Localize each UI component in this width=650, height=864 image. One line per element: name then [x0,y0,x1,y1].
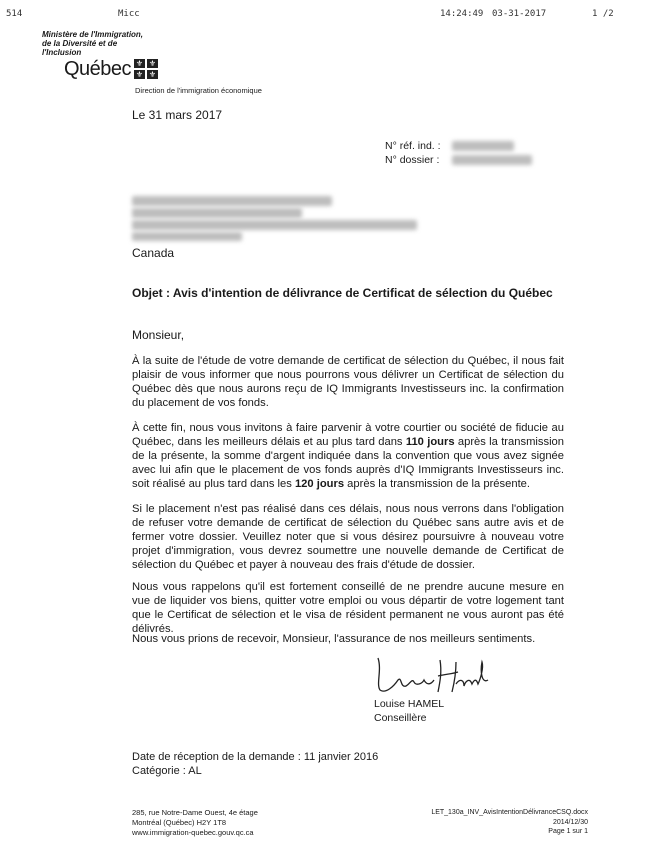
direction-name: Direction de l'immigration économique [135,86,262,95]
footer-website: www.immigration-quebec.gouv.qc.ca [132,828,254,837]
paragraph-2-text-a: À cette fin, nous vous invitons à faire parvenir à votre courtier ou société de fiducie au Québec, dans les meilleurs délais et au plus tard dans [132,422,564,448]
paragraph-4: Nous vous rappelons qu'il est fortement conseillé de ne prendre aucune mesure en vue de liquider vos biens, quitter votre emploi ou vous départir de votre logement tant que le Certificat de sélection et le visa de résident permanent ne vous auront pas été délivrés. [132,581,564,635]
fleur-de-lis-flag-icon: ⚜ ⚜ ⚜ ⚜ [135,59,157,79]
footer-address-line2: Montréal (Québec) H2Y 1T8 [132,818,227,827]
dossier-redacted [452,155,532,165]
salutation: Monsieur, [132,328,185,342]
country: Canada [132,246,175,260]
footer-page: Page 1 sur 1 [548,828,588,835]
paragraph-2-text-e: après la transmission de la présente. [344,478,531,490]
footer-doc-info [392,808,588,837]
category: Catégorie : AL [132,765,202,777]
quebec-logo-text: Québec [64,58,132,80]
footer-doc-code: LET_130a_INV_AvisIntentionDélivranceCSQ.docx [431,809,588,816]
handwritten-signature [368,650,498,700]
ref-label: N° réf. ind. : [385,140,441,152]
deadline-110-days: 110 jours [405,436,455,448]
paragraph-1: À la suite de l'étude de votre demande de certificat de sélection du Québec, il nous fait plaisir de vous informer que nous pourrons vous délivrer un Certificat de sélection du Québec dès que nous aurons reçu de IQ Immigrants Investisseurs inc. la confirmation du placement de vos fonds. [132,355,564,409]
footer-doc-date: 2014/12/30 [552,818,588,826]
department-name: Ministère de l'Immigration, de la Diversité et de l'Inclusion [42,30,144,57]
letter-date: Le 31 mars 2017 [132,108,223,122]
deadline-120-days: 120 jours [294,478,345,490]
dossier-label: N° dossier : [385,154,440,166]
paragraph-2-text-c: après la transmission de la présente, la somme d'argent indiquée dans la convention que vous avez signée avec lui afin que le placement de vos fonds auprès d'IQ Immigrants Investisseurs inc. soit réalisé au plus tard dans les [132,436,564,490]
address-redacted [132,196,422,244]
fax-date: 03-31-2017 [492,9,547,19]
fax-sender: Micc [118,9,140,19]
ref-redacted [452,141,514,151]
signer-title: Conseillère [374,712,427,724]
fax-pages: 1 /2 [592,9,614,19]
subject-line: Objet : Avis d'intention de délivrance de Certificat de sélection du Québec [132,286,553,300]
fax-page-code: 514 [6,9,23,19]
footer-address [132,808,258,838]
reception-date: Date de réception de la demande : 11 janvier 2016 [132,751,379,763]
reception-block [132,750,378,778]
signer-block [374,697,444,725]
signer-name: Louise HAMEL [374,698,445,710]
paragraph-3: Si le placement n'est pas réalisé dans ces délais, nous nous verrons dans l'obligation de refuser votre demande de certificat de sélection du Québec sans autre avis et de fermer votre dossier. Veuillez noter que si vous désirez poursuivre à nouveau votre projet d'immigration, vous devrez soumettre une nouvelle demande de Certificat de sélection du Québec et payer à nouveau des frais d'étude de dossier. [132,503,564,571]
paragraph-5: Nous vous prions de recevoir, Monsieur, l'assurance de nos meilleurs sentiments. [132,633,536,645]
footer-address-line1: 285, rue Notre-Dame Ouest, 4e étage [132,808,258,817]
fax-time: 14:24:49 [440,9,484,19]
paragraph-2 [132,421,564,491]
